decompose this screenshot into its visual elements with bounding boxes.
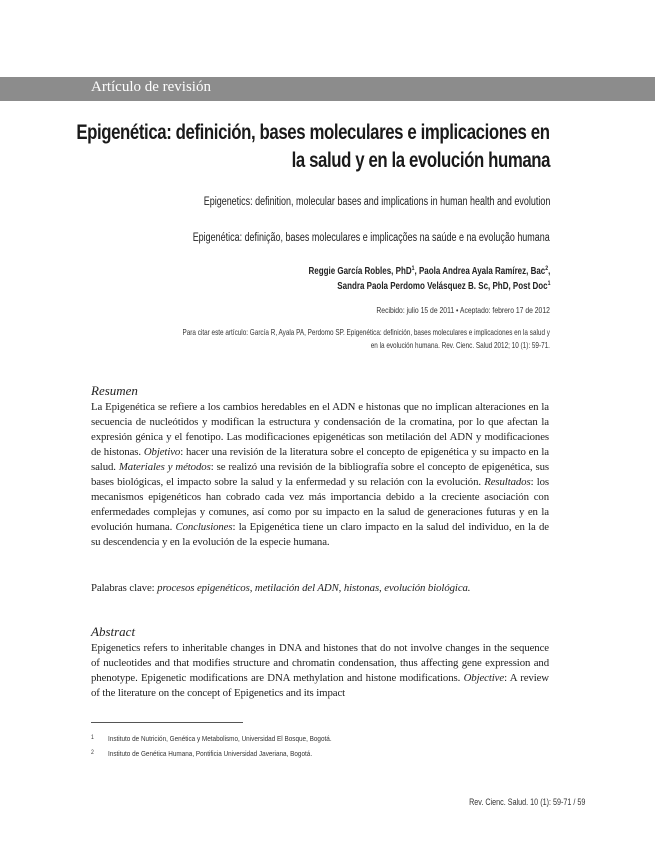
footnote-rule: [91, 722, 243, 723]
citation-line-2: en la evolución humana. Rev. Cienc. Salud 2012; 10 (1): 59-71.: [370, 340, 550, 350]
title-line-2: la salud y en la evolución humana: [291, 149, 550, 172]
section-label: Artículo de revisión: [91, 79, 211, 95]
received-accepted-dates: Recibido: julio 15 de 2011 • Aceptado: febrero 17 de 2012: [376, 305, 550, 315]
keywords: Palabras clave: procesos epigenéticos, metilación del ADN, histonas, evolución biológica.: [91, 582, 471, 594]
footnote-2: 2 Instituto de Genética Humana, Pontificia Universidad Javeriana, Bogotá.: [91, 749, 313, 758]
footnote-1: 1 Instituto de Nutrición, Genética y Metabolismo, Universidad El Bosque, Bogotá.: [91, 734, 332, 743]
title-line-1: Epigenética: definición, bases moleculares e implicaciones en: [76, 121, 550, 144]
abstract-body: Epigenetics refers to inheritable changes in DNA and histones that do not involve changes in the sequence of nucleotides and that modifies structure and chromatin condensation, thus affecting gene expression and phenotype. Epigenetic modifications are DNA methylation and histone modifications. Objective: A review of the literature on the concept of Epigenetics and its impact: [91, 642, 549, 699]
authors-line-2: Sandra Paola Perdomo Velásquez B. Sc, PhD, Post Doc$^1$: [336, 280, 550, 292]
authors-line-1: Reggie García Robles, PhD$^1$, Paola Andrea Ayala Ramírez, Bac$^2$,: [308, 265, 550, 277]
title-portuguese: Epigenética: definição, bases moleculares e implicações na saúde e na evolução humana: [192, 232, 550, 244]
resumen-body: La Epigenética se refiere a los cambios heredables en el ADN e histonas que no implican alteraciones en la secuencia de nucleótidos y modifican la estructura y condensación de la cromatina, por lo que afectan la expresión génica y el fenotipo. Las modificaciones epigenéticas son metilación del ADN y modificaciones de histonas. Objetivo: hacer una revisión de la literatura sobre el concepto de epigenética y su impacto en la salud. Materiales y métodos: se realizó una revisión de la bibliografía sobre el concepto de epigenética, sus bases biológicas, el impacto sobre la salud y la enfermedad y su relación con la evolución. Resultados: los mecanismos epigenéticos han cobrado cada vez más importancia debido a la creciente asociación con enfermedades complejas y comunes, así como por su impacto en la salud de generaciones futuras y en la evolución humana. Conclusiones: la Epigenética tiene un claro impacto en la salud del individuo, en la de su descendencia y en la evolución de la especie humana.: [91, 401, 549, 548]
page-folio: Rev. Cienc. Salud. 10 (1): 59-71 / 59: [468, 797, 585, 807]
abstract-heading: Abstract: [91, 624, 136, 639]
citation-line-1: Para citar este artículo: García R, Ayala PA, Perdomo SP. Epigenética: definición, bases moleculares e implicaciones en la salud y: [182, 327, 550, 337]
resumen-heading: Resumen: [91, 383, 138, 398]
title-english: Epigenetics: definition, molecular bases and implications in human health and evolution: [203, 196, 550, 208]
section-banner: [0, 77, 655, 101]
